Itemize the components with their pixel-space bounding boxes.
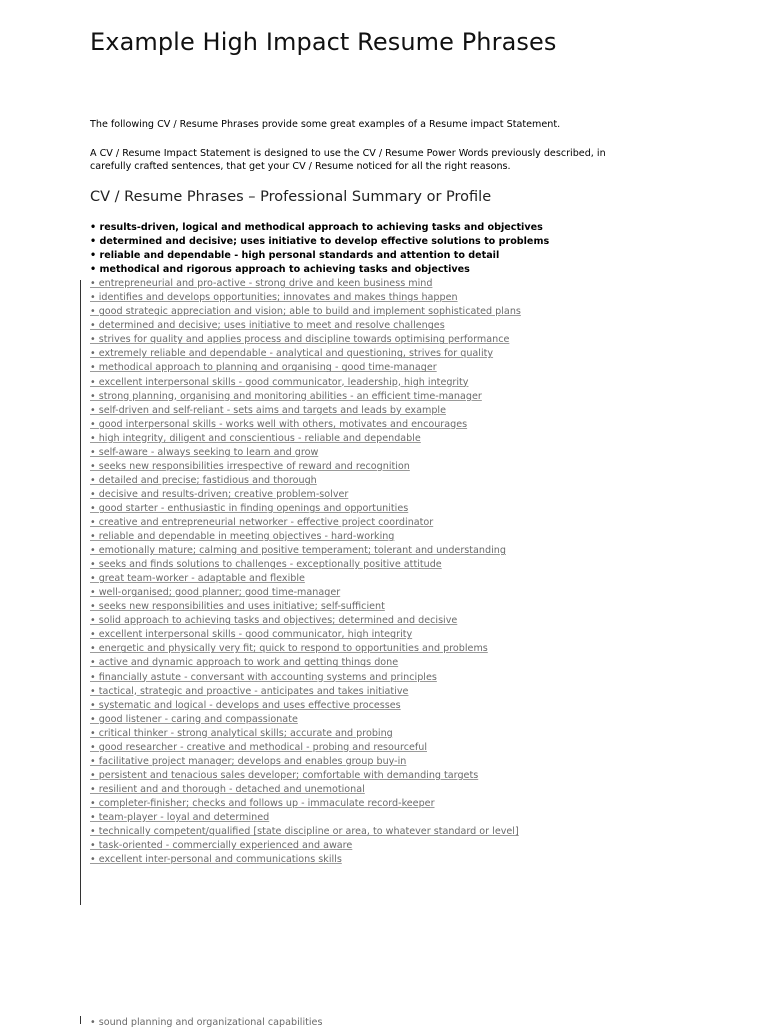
list-item-link[interactable]: • strives for quality and applies process and discipline towards optimising performance xyxy=(90,334,510,346)
section-heading: CV / Resume Phrases – Professional Summary or Profile xyxy=(90,189,492,205)
list-item: • methodical and rigorous approach to achieving tasks and objectives xyxy=(90,264,470,276)
list-item-link[interactable]: • extremely reliable and dependable - analytical and questioning, strives for quality xyxy=(90,348,494,360)
list-item-link[interactable]: • solid approach to achieving tasks and objectives; determined and decisive xyxy=(90,615,458,627)
list-item: • reliable and dependable - high personal standards and attention to detail xyxy=(90,250,500,262)
list-item-link[interactable]: • energetic and physically very fit; quick to respond to opportunities and problems xyxy=(90,643,488,655)
list-item-link[interactable]: • reliable and dependable in meeting objectives - hard-working xyxy=(90,531,395,543)
list-item-link[interactable]: • technically competent/qualified [state discipline or area, to whatever standard or level] xyxy=(90,826,519,838)
list-item-link[interactable]: • entrepreneurial and pro-active - strong drive and keen business mind xyxy=(90,278,433,290)
list-item-link[interactable]: • resilient and and thorough - detached and unemotional xyxy=(90,783,365,795)
list-item-link[interactable]: • good listener - caring and compassionate xyxy=(90,713,298,725)
list-item-link[interactable]: • detailed and precise; fastidious and thorough xyxy=(90,474,317,486)
paragraph-line: A CV / Resume Impact Statement is designed to use the CV / Resume Power Words previously described, in xyxy=(90,148,606,159)
list-item-link[interactable]: • emotionally mature; calming and positive temperament; tolerant and understanding xyxy=(90,545,506,557)
list-item-link[interactable]: • strong planning, organising and monitoring abilities - an efficient time-manager xyxy=(90,390,482,402)
list-item-link[interactable]: • identifies and develops opportunities; innovates and makes things happen xyxy=(90,292,458,304)
list-item-link[interactable]: • high integrity, diligent and conscientious - reliable and dependable xyxy=(90,432,421,444)
phrase-list xyxy=(90,221,549,867)
list-item-link[interactable]: • methodical approach to planning and organising - good time-manager xyxy=(90,362,437,374)
list-item-link[interactable]: • good interpersonal skills - works well with others, motivates and encourages xyxy=(90,418,468,430)
list-item-link[interactable]: • creative and entrepreneurial networker - effective project coordinator xyxy=(90,516,434,528)
list-item-link[interactable]: • self-driven and self-reliant - sets aims and targets and leads by example xyxy=(90,404,446,416)
list-item-link[interactable]: • excellent inter-personal and communications skills xyxy=(90,854,342,866)
list-item-link[interactable]: • task-oriented - commercially experienced and aware xyxy=(90,840,353,852)
paragraph-line: carefully crafted sentences, that get your CV / Resume noticed for all the right reasons. xyxy=(90,160,511,172)
list-item-link[interactable]: • facilitative project manager; develops and enables group buy-in xyxy=(90,755,407,767)
list-item: • determined and decisive; uses initiative to develop effective solutions to problems xyxy=(90,236,550,248)
list-item-link[interactable]: • well-organised; good planner; good time-manager xyxy=(90,587,341,599)
list-item-link[interactable]: • critical thinker - strong analytical skills; accurate and probing xyxy=(90,727,393,739)
page-title: Example High Impact Resume Phrases xyxy=(90,28,557,56)
list-item-link[interactable]: • financially astute - conversant with accounting systems and principles xyxy=(90,671,437,683)
list-item-link[interactable]: • seeks new responsibilities irrespective of reward and recognition xyxy=(90,460,410,472)
list-item-link[interactable]: • good strategic appreciation and vision; able to build and implement sophisticated plans xyxy=(90,306,521,318)
list-item-link[interactable]: • persistent and tenacious sales developer; comfortable with demanding targets xyxy=(90,769,479,781)
list-item-link[interactable]: • team-player - loyal and determined xyxy=(90,811,270,823)
list-item-link[interactable]: • determined and decisive; uses initiative to meet and resolve challenges xyxy=(90,320,445,332)
description-paragraph xyxy=(90,148,690,173)
list-item-link[interactable]: • decisive and results-driven; creative problem-solver xyxy=(90,488,349,500)
list-item-link[interactable]: • good starter - enthusiastic in finding openings and opportunities xyxy=(90,502,409,514)
list-item-link[interactable]: • systematic and logical - develops and uses effective processes xyxy=(90,699,401,711)
list-item-link[interactable]: • seeks new responsibilities and uses initiative; self-sufficient xyxy=(90,601,385,613)
list-item-link[interactable]: • excellent interpersonal skills - good communicator, leadership, high integrity xyxy=(90,376,469,388)
list-item-link[interactable]: • active and dynamic approach to work and getting things done xyxy=(90,657,399,669)
margin-change-bar xyxy=(80,280,81,905)
list-item-link[interactable]: • great team-worker - adaptable and flexible xyxy=(90,573,305,585)
margin-change-bar xyxy=(80,1016,81,1024)
intro-text: The following CV / Resume Phrases provide some great examples of a Resume impact Statement. xyxy=(90,119,561,130)
list-item-link[interactable]: • self-aware - always seeking to learn and grow xyxy=(90,446,319,458)
list-item-link[interactable]: • excellent interpersonal skills - good communicator, high integrity xyxy=(90,629,413,641)
list-item-link[interactable]: • good researcher - creative and methodical - probing and resourceful xyxy=(90,741,428,753)
list-item: • results-driven, logical and methodical approach to achieving tasks and objectives xyxy=(90,222,543,233)
list-item-link[interactable]: • seeks and finds solutions to challenges - exceptionally positive attitude xyxy=(90,559,442,571)
list-item-link[interactable]: • tactical, strategic and proactive - anticipates and takes initiative xyxy=(90,685,409,697)
list-item-link[interactable]: • completer-finisher; checks and follows up - immaculate record-keeper xyxy=(90,797,435,809)
list-item: • sound planning and organizational capabilities xyxy=(90,1017,323,1028)
